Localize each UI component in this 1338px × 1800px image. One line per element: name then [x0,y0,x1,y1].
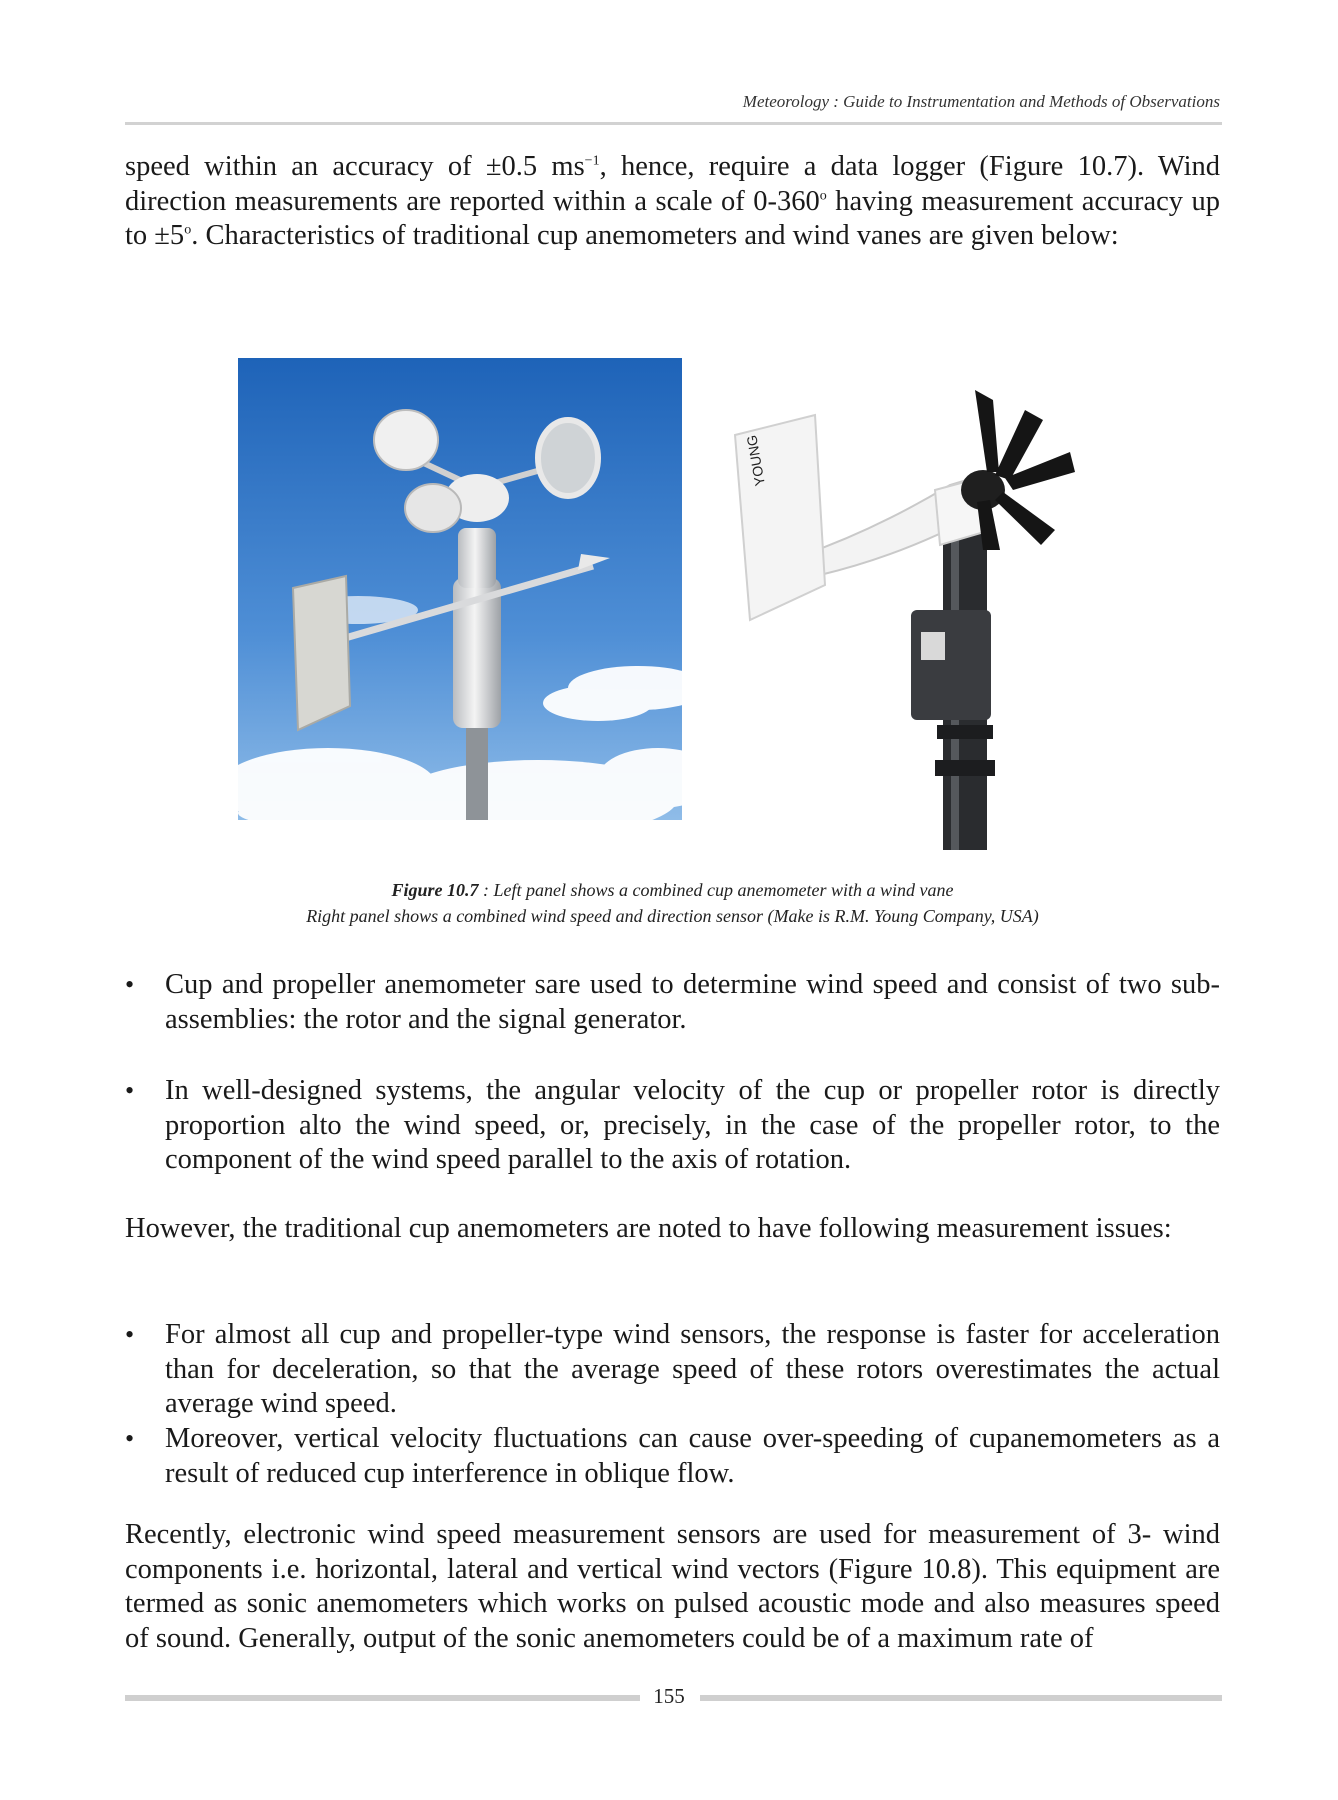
cup-anemometer-photo [238,358,682,820]
propeller-anemometer-photo [725,380,1135,850]
issues-paragraph: However, the traditional cup anemometers are noted to have following measurement issues: [125,1213,1172,1244]
header-rule [125,122,1222,125]
intro-paragraph: speed within an accuracy of ±0.5 $ms^{-1}$, hence, require a data logger (Figure 10.7). Wind direction measurements are reported within a scale of 0-360$^o$ having measurement accuracy up to $\pm 5^o$. Characteristics of traditional cup anemometers and wind vanes are given below: [125,151,1220,251]
figure-caption-line1: Figure 10.7 : Left panel shows a combined cup anemometer with a wind vane [391,880,954,900]
bullet-item: Cup and propeller anemometer sare used to determine wind speed and consist of two sub-assemblies: the rotor and the signal generator. [165,969,1220,1035]
bullet-marker: • [125,1076,135,1105]
bullet-marker: • [125,970,135,999]
footer-rule-right [700,1695,1222,1701]
footer-rule-left [125,1695,640,1701]
figure-caption-line2: Right panel shows a combined wind speed and direction sensor (Make is R.M. Young Company, USA) [306,906,1039,926]
page-number: 155 [653,1684,685,1708]
sonic-paragraph: Recently, electronic wind speed measurement sensors are used for measurement of 3- wind components i.e. horizontal, lateral and vertical wind vectors (Figure 10.8). This equipment are termed as sonic anemometers which works on pulsed acoustic mode and also measures speed of sound. Generally, output of the sonic anemometers could be of a maximum rate of [125,1519,1220,1654]
bullet-item: For almost all cup and propeller-type wind sensors, the response is faster for acceleration than for deceleration, so that the average speed of these rotors overestimates the actual average wind speed. [165,1319,1220,1419]
figure-label: Figure 10.7 [391,880,479,900]
running-header: Meteorology : Guide to Instrumentation and Methods of Observations [742,92,1220,111]
bullet-item: Moreover, vertical velocity fluctuations can cause over-speeding of cupanemometers as a result of reduced cup interference in oblique flow. [165,1423,1220,1489]
vane-tail-brand: YOUNG [743,433,768,488]
bullet-marker: • [125,1424,135,1453]
bullet-marker: • [125,1320,135,1349]
bullet-item: In well-designed systems, the angular velocity of the cup or propeller rotor is directly proportion alto the wind speed, or, precisely, in the case of the propeller rotor, to the component of the wind speed parallel to the axis of rotation. [165,1075,1220,1175]
